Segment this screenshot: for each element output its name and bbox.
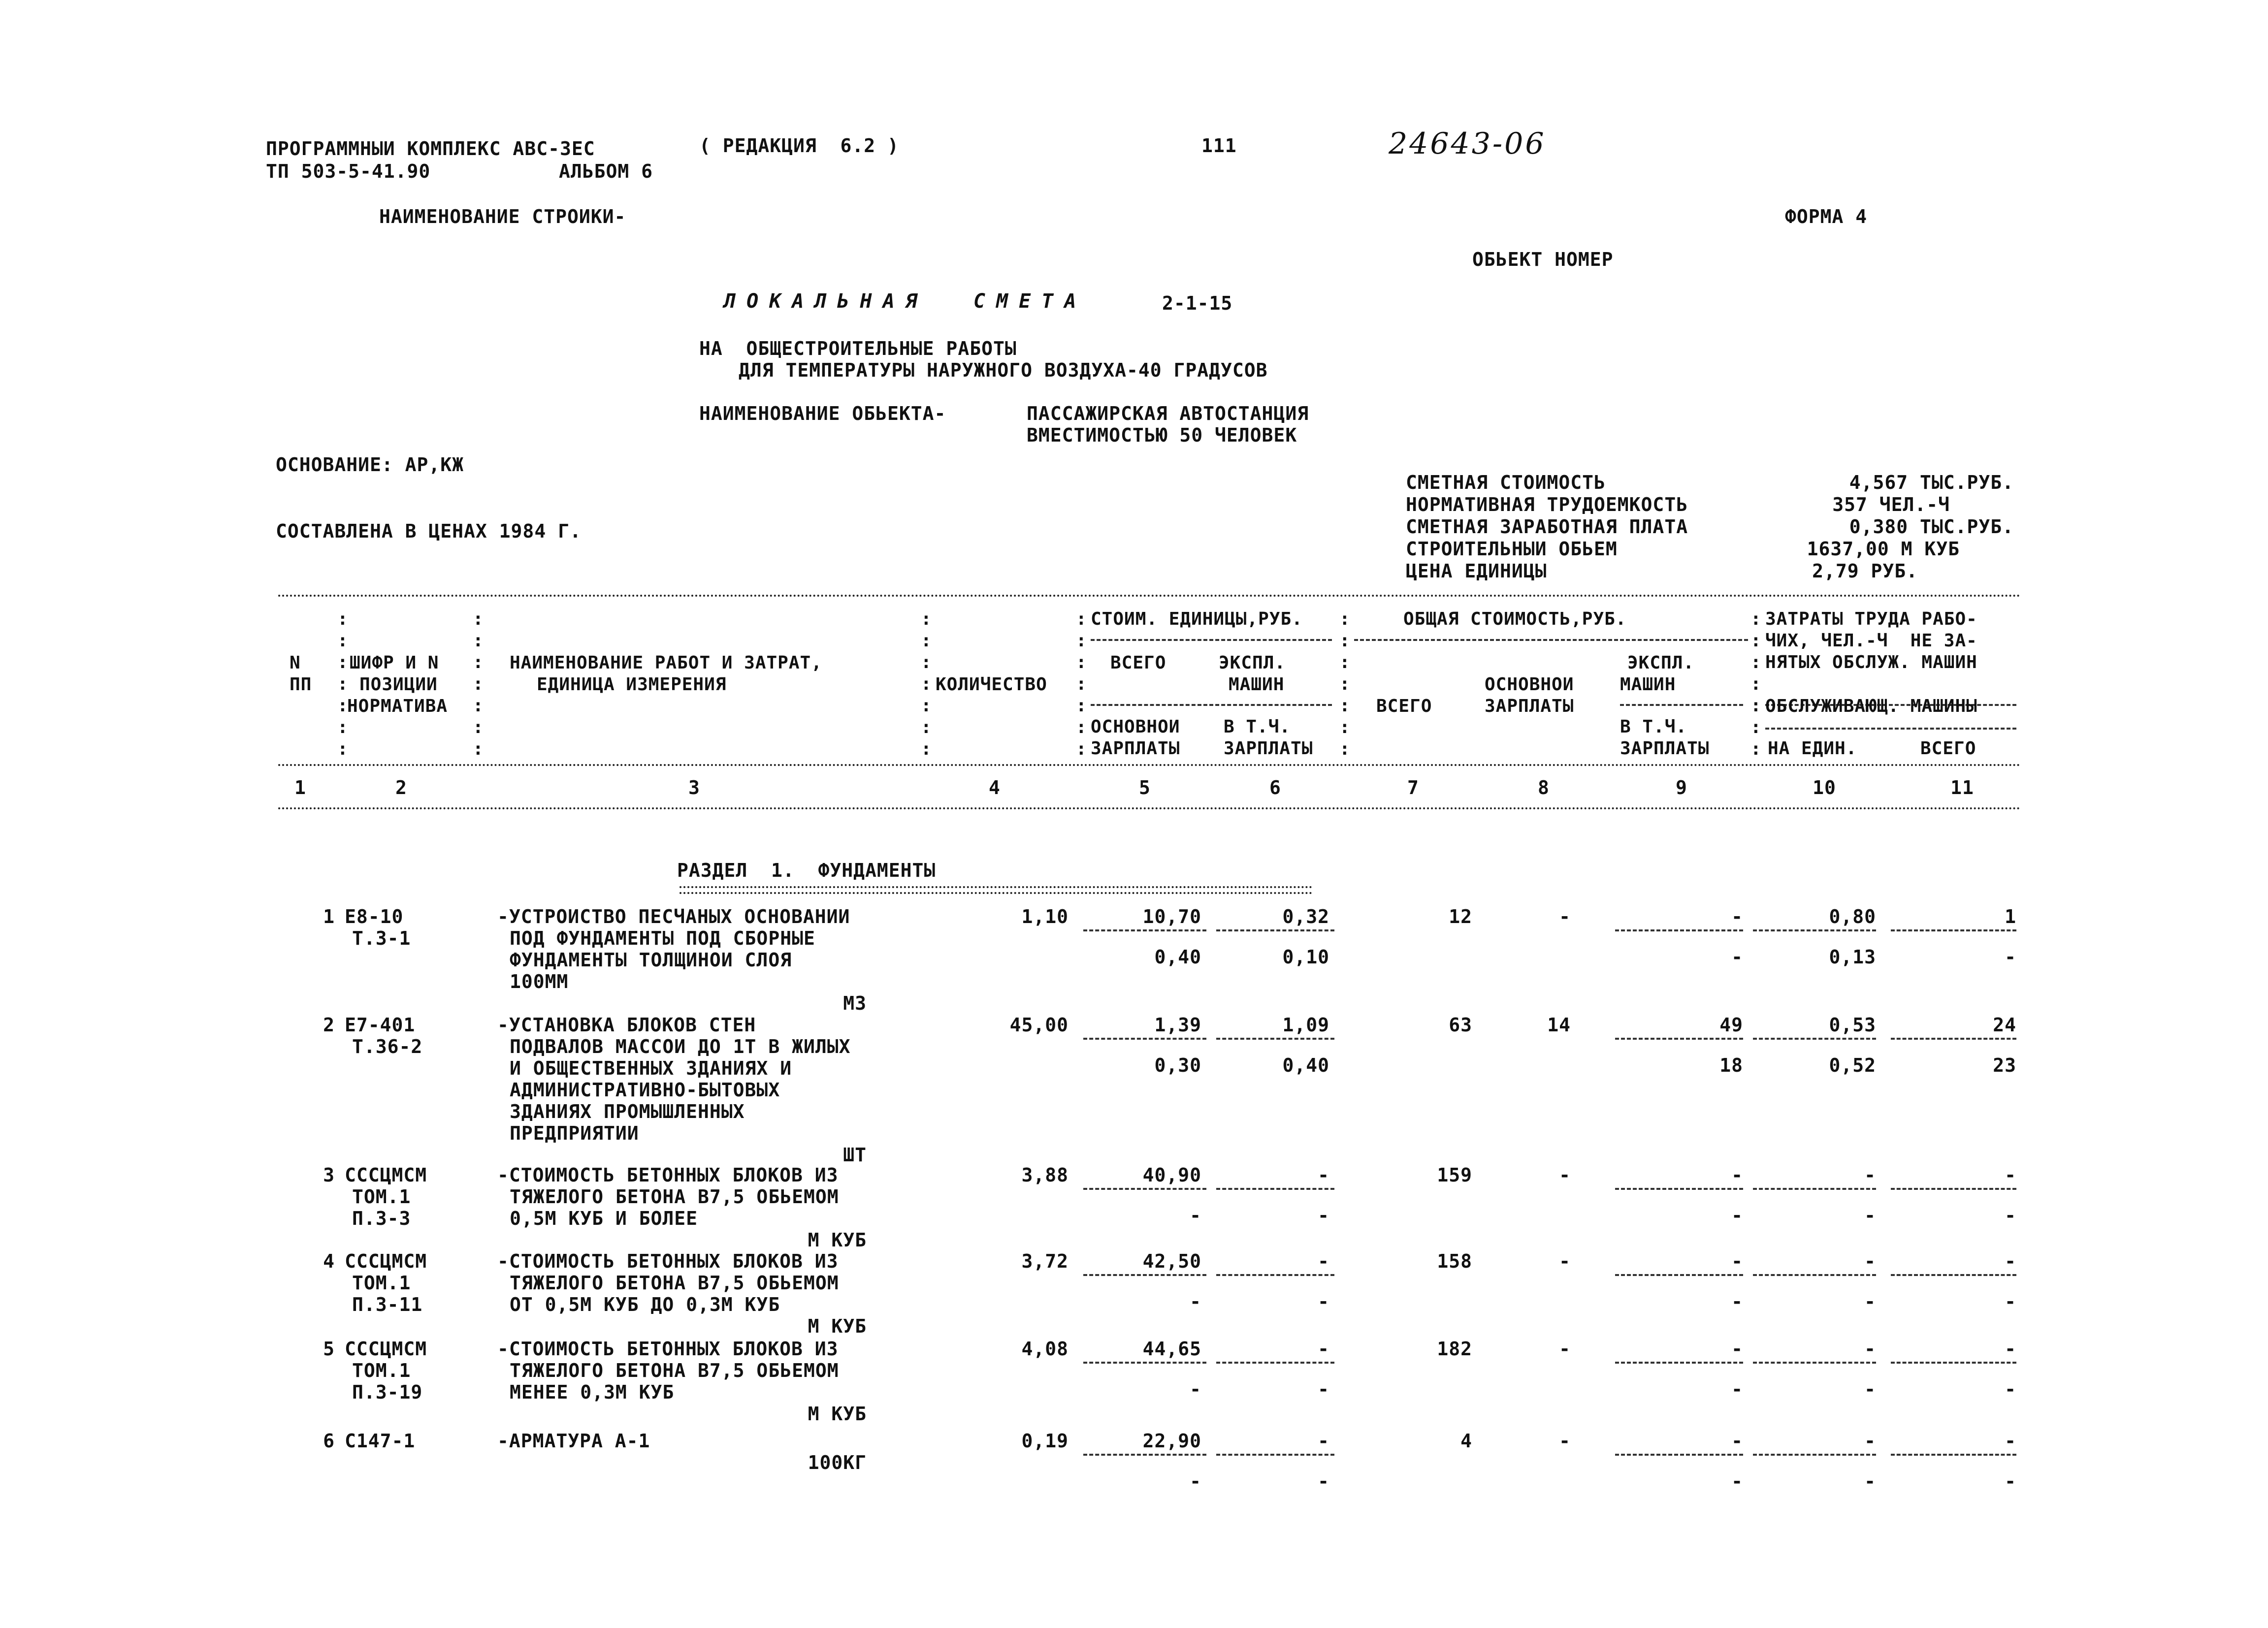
row-total: 159	[1437, 1164, 1472, 1186]
column-number: 6	[1269, 777, 1281, 798]
col-header-code: НОРМАТИВА	[347, 696, 448, 716]
row-mach-total: -	[1731, 1250, 1743, 1272]
col-header-unit-cost: СТОИМ. ЕДИНИЦЫ,РУБ.	[1091, 609, 1303, 629]
site-name-label: НАИМЕНОВАНИЕ СТРОИКИ-	[379, 206, 626, 227]
row-labor-per-unit-2: -	[1864, 1470, 1876, 1492]
row-divider	[1753, 1038, 1876, 1040]
column-number: 2	[395, 777, 407, 798]
row-unit-basic-pay: -	[1190, 1470, 1201, 1492]
row-unit-basic-pay: -	[1190, 1291, 1201, 1312]
edition: ( РЕДАКЦИЯ 6.2 )	[699, 135, 899, 157]
row-divider	[1753, 1454, 1876, 1456]
row-divider	[1216, 1038, 1334, 1040]
col-header-unit-incl: ЗАРПЛАТЫ	[1224, 738, 1313, 759]
row-unit: 100КГ	[808, 1452, 867, 1473]
column-number: 3	[688, 777, 700, 798]
divider	[1091, 704, 1332, 706]
row-labor-all: 24	[1993, 1014, 2016, 1036]
row-number: 6	[323, 1430, 335, 1452]
row-labor-all: -	[2005, 1430, 2016, 1452]
summary-label: ЦЕНА ЕДИНИЦЫ	[1406, 560, 1547, 582]
row-unit-basic-pay: -	[1190, 1378, 1201, 1400]
summary-value: 357 ЧЕЛ.-Ч	[1832, 494, 1950, 515]
tp-number: ТП 503-5-41.90	[266, 160, 431, 182]
object-line-2: ВМЕСТИМОСТЬЮ 50 ЧЕЛОВЕК	[1027, 424, 1297, 446]
col-header-code: ШИФР И N	[350, 653, 439, 673]
column-number: 5	[1139, 777, 1151, 798]
column-number: 1	[294, 777, 306, 798]
row-code: СССЦМСМ	[345, 1250, 427, 1272]
row-number: 1	[323, 906, 335, 927]
section-underline	[680, 886, 1312, 888]
row-code: П.3-19	[352, 1381, 423, 1403]
row-unit-basic-pay: 0,40	[1154, 946, 1201, 968]
row-description: -СТОИМОСТЬ БЕТОННЫХ БЛОКОВ ИЗ	[497, 1338, 839, 1360]
column-separator: : : : : : : :	[1750, 609, 1761, 759]
row-code: СССЦМСМ	[345, 1164, 427, 1186]
page-number: 111	[1201, 135, 1237, 157]
row-divider	[1615, 1362, 1743, 1364]
row-divider	[1891, 1038, 2016, 1040]
row-incl-pay: 18	[1719, 1054, 1743, 1076]
row-basic-pay: -	[1559, 1430, 1571, 1452]
row-description: -УСТАНОВКА БЛОКОВ СТЕН	[497, 1014, 756, 1036]
row-divider	[1753, 1274, 1876, 1276]
row-description: АДМИНИСТРАТИВНО-БЫТОВЫХ	[510, 1079, 780, 1101]
col-header-total-cost: ОБЩАЯ СТОИМОСТЬ,РУБ.	[1403, 609, 1627, 629]
row-mach-total: -	[1731, 1338, 1743, 1360]
row-unit: М КУБ	[808, 1403, 867, 1425]
row-divider	[1216, 1274, 1334, 1276]
row-total: 4	[1460, 1430, 1472, 1452]
table-numbers-rule	[278, 807, 2021, 809]
col-header-unit-total: ВСЕГО	[1110, 653, 1166, 673]
row-incl-pay: -	[1731, 946, 1743, 968]
row-divider	[1216, 929, 1334, 931]
row-description: -УСТРОИСТВО ПЕСЧАНЫХ ОСНОВАНИИ	[497, 906, 850, 927]
row-divider	[1216, 1454, 1334, 1456]
basis: ОСНОВАНИЕ: АР,КЖ	[276, 454, 464, 476]
section-title: РАЗДЕЛ 1. ФУНДАМЕНТЫ	[677, 860, 936, 881]
col-header-incl: В Т.Ч.	[1620, 717, 1687, 737]
row-divider	[1753, 929, 1876, 931]
column-separator: : : : : : : :	[473, 609, 484, 759]
header-bottom-rule	[278, 764, 2021, 766]
row-divider	[1083, 1188, 1206, 1190]
section-underline	[680, 892, 1312, 894]
row-description: ПРЕДПРИЯТИИ	[510, 1122, 639, 1144]
row-unit-total: 44,65	[1142, 1338, 1201, 1360]
row-labor-all: -	[2005, 1164, 2016, 1186]
row-unit-total: 40,90	[1142, 1164, 1201, 1186]
row-code: ТОМ.1	[352, 1186, 411, 1208]
row-basic-pay: -	[1559, 906, 1571, 927]
row-code: Т.36-2	[352, 1036, 423, 1057]
row-labor-per-unit-2: 0,52	[1829, 1054, 1876, 1076]
row-labor-per-unit: -	[1864, 1430, 1876, 1452]
row-description: ТЯЖЕЛОГО БЕТОНА В7,5 ОБЬЕМОМ	[510, 1360, 839, 1381]
row-labor-per-unit-2: 0,13	[1829, 946, 1876, 968]
row-quantity: 0,19	[1021, 1430, 1069, 1452]
row-code: Е7-401	[345, 1014, 416, 1036]
row-unit: М3	[843, 992, 867, 1014]
row-code: Е8-10	[345, 906, 404, 927]
column-separator: : : : : : : :	[1339, 609, 1350, 759]
row-code: П.3-3	[352, 1208, 411, 1229]
row-divider	[1615, 1454, 1743, 1456]
row-code: СССЦМСМ	[345, 1338, 427, 1360]
summary-label: НОРМАТИВНАЯ ТРУДОЕМКОСТЬ	[1406, 494, 1688, 515]
row-total: 63	[1449, 1014, 1472, 1036]
column-number: 9	[1676, 777, 1687, 798]
row-description: ПОД ФУНДАМЕНТЫ ПОД СБОРНЫЕ	[510, 927, 815, 949]
row-unit-total: 42,50	[1142, 1250, 1201, 1272]
divider	[1091, 639, 1332, 641]
row-unit: М КУБ	[808, 1229, 867, 1251]
col-header-basic-pay: ОСНОВНОИ	[1485, 674, 1574, 695]
column-number: 11	[1950, 777, 1974, 798]
row-number: 4	[323, 1250, 335, 1272]
row-description: -СТОИМОСТЬ БЕТОННЫХ БЛОКОВ ИЗ	[497, 1164, 839, 1186]
row-divider	[1891, 1362, 2016, 1364]
row-divider	[1083, 1038, 1206, 1040]
row-description: МЕНЕЕ 0,3М КУБ	[510, 1381, 675, 1403]
row-code: ТОМ.1	[352, 1272, 411, 1294]
row-description: -СТОИМОСТЬ БЕТОННЫХ БЛОКОВ ИЗ	[497, 1250, 839, 1272]
col-header-unit-basic-pay: ОСНОВНОИ	[1091, 717, 1180, 737]
row-divider	[1891, 1274, 2016, 1276]
col-header-labor: ЧИХ, ЧЕЛ.-Ч НЕ ЗА-	[1765, 631, 1977, 651]
row-labor-per-unit-2: -	[1864, 1205, 1876, 1226]
row-quantity: 4,08	[1021, 1338, 1069, 1360]
column-separator: : : : : : : :	[921, 609, 932, 759]
object-line-1: ПАССАЖИРСКАЯ АВТОСТАНЦИЯ	[1027, 403, 1309, 424]
divider	[1620, 704, 1743, 706]
row-description: ПОДВАЛОВ МАССОИ ДО 1Т В ЖИЛЫХ	[510, 1036, 851, 1057]
col-header-labor: НЯТЫХ ОБСЛУЖ. МАШИН	[1765, 652, 1977, 672]
row-labor-all: -	[2005, 1338, 2016, 1360]
program-name: ПРОГРАММНЫИ КОМПЛЕКС АВС-3ЕС	[266, 138, 595, 160]
summary-value: 2,79 РУБ.	[1812, 560, 1918, 582]
row-labor-all-2: -	[2005, 1378, 2016, 1400]
row-basic-pay: -	[1559, 1164, 1571, 1186]
summary-value: 4,567 ТЫС.РУБ.	[1849, 472, 2014, 493]
row-divider	[1891, 1454, 2016, 1456]
row-labor-all-2: -	[2005, 946, 2016, 968]
column-number: 4	[989, 777, 1001, 798]
document-title: ЛОКАЛЬНАЯ СМЕТА	[724, 290, 1087, 313]
row-unit-mach: -	[1318, 1430, 1329, 1452]
row-description: 100ММ	[510, 971, 569, 992]
row-labor-all-2: -	[2005, 1470, 2016, 1492]
row-quantity: 1,10	[1021, 906, 1069, 927]
column-number: 10	[1813, 777, 1836, 798]
row-code: Т.3-1	[352, 927, 411, 949]
row-description: 0,5М КУБ И БОЛЕЕ	[510, 1208, 698, 1229]
row-description: ТЯЖЕЛОГО БЕТОНА В7,5 ОБЬЕМОМ	[510, 1186, 839, 1208]
row-labor-all-2: -	[2005, 1205, 2016, 1226]
row-unit-incl-pay: -	[1318, 1470, 1329, 1492]
row-description: ЗДАНИЯХ ПРОМЫШЛЕННЫХ	[510, 1101, 745, 1122]
row-description: ФУНДАМЕНТЫ ТОЛЩИНОИ СЛОЯ	[510, 949, 792, 971]
row-number: 3	[323, 1164, 335, 1186]
row-unit: М КУБ	[808, 1315, 867, 1337]
row-code: ТОМ.1	[352, 1360, 411, 1381]
row-incl-pay: -	[1731, 1378, 1743, 1400]
col-header-mach: ЭКСПЛ.	[1627, 653, 1695, 673]
row-quantity: 45,00	[1009, 1014, 1069, 1036]
row-incl-pay: -	[1731, 1470, 1743, 1492]
row-divider	[1891, 929, 2016, 931]
row-labor-per-unit: 0,80	[1829, 906, 1876, 927]
divider	[1354, 639, 1748, 641]
row-divider	[1216, 1188, 1334, 1190]
row-divider	[1083, 1454, 1206, 1456]
row-divider	[1753, 1362, 1876, 1364]
row-unit: ШТ	[843, 1144, 867, 1166]
album: АЛЬБОМ 6	[559, 160, 653, 182]
row-number: 5	[323, 1338, 335, 1360]
row-divider	[1615, 1188, 1743, 1190]
col-header-unit-mach: МАШИН	[1229, 674, 1285, 695]
col-header-mach: МАШИН	[1620, 674, 1676, 695]
col-header-per-unit: НА ЕДИН.	[1768, 738, 1857, 759]
object-label: НАИМЕНОВАНИЕ ОБЬЕКТА-	[699, 403, 946, 424]
row-divider	[1216, 1362, 1334, 1364]
col-header-total: ВСЕГО	[1376, 696, 1432, 716]
row-divider	[1615, 1274, 1743, 1276]
col-header-no: N	[290, 653, 301, 673]
row-unit-mach: 1,09	[1282, 1014, 1329, 1036]
row-labor-all-2: -	[2005, 1291, 2016, 1312]
row-unit-mach: -	[1318, 1338, 1329, 1360]
row-incl-pay: -	[1731, 1205, 1743, 1226]
row-unit-incl-pay: 0,10	[1282, 946, 1329, 968]
row-divider	[1615, 929, 1743, 931]
col-header-all: ВСЕГО	[1920, 738, 1976, 759]
row-code: П.3-11	[352, 1294, 423, 1315]
col-header-incl: ЗАРПЛАТЫ	[1620, 738, 1710, 759]
col-header-labor: ЗАТРАТЫ ТРУДА РАБО-	[1765, 609, 1977, 629]
row-mach-total: -	[1731, 1430, 1743, 1452]
row-labor-per-unit: -	[1864, 1250, 1876, 1272]
row-description: -АРМАТУРА А-1	[497, 1430, 650, 1452]
col-header-basic-pay: ЗАРПЛАТЫ	[1485, 696, 1574, 716]
col-header-unit-mach: ЭКСПЛ.	[1219, 653, 1286, 673]
table-top-rule	[278, 595, 2021, 597]
row-total: 158	[1437, 1250, 1472, 1272]
handwritten-number: 24643-06	[1389, 127, 1546, 161]
row-total: 182	[1437, 1338, 1472, 1360]
row-divider	[1615, 1038, 1743, 1040]
row-mach-total: 49	[1719, 1014, 1743, 1036]
col-header-name: ЕДИНИЦА ИЗМЕРЕНИЯ	[537, 674, 727, 695]
row-divider	[1083, 1274, 1206, 1276]
row-labor-per-unit: 0,53	[1829, 1014, 1876, 1036]
column-separator: : : : : : : :	[1076, 609, 1087, 759]
row-unit-incl-pay: -	[1318, 1291, 1329, 1312]
row-description: ОТ 0,5М КУБ ДО 0,3М КУБ	[510, 1294, 780, 1315]
col-header-unit-basic-pay: ЗАРПЛАТЫ	[1091, 738, 1180, 759]
summary-label: СМЕТНАЯ СТОИМОСТЬ	[1406, 472, 1606, 493]
row-quantity: 3,72	[1021, 1250, 1069, 1272]
row-unit-mach: -	[1318, 1164, 1329, 1186]
col-header-code: ПОЗИЦИИ	[359, 674, 438, 695]
column-number: 7	[1407, 777, 1419, 798]
row-labor-all-2: 23	[1993, 1054, 2016, 1076]
summary-value: 1637,00 М КУБ	[1807, 538, 1960, 560]
col-header-name: НАИМЕНОВАНИЕ РАБОТ И ЗАТРАТ,	[510, 653, 822, 673]
row-unit-incl-pay: -	[1318, 1205, 1329, 1226]
row-unit-total: 1,39	[1154, 1014, 1201, 1036]
document-title-number: 2-1-15	[1162, 292, 1233, 314]
row-quantity: 3,88	[1021, 1164, 1069, 1186]
row-number: 2	[323, 1014, 335, 1036]
row-labor-per-unit-2: -	[1864, 1378, 1876, 1400]
row-divider	[1083, 929, 1206, 931]
row-mach-total: -	[1731, 906, 1743, 927]
form-label: ФОРМА 4	[1785, 206, 1868, 227]
row-basic-pay: -	[1559, 1338, 1571, 1360]
row-labor-all: 1	[2005, 906, 2016, 927]
row-basic-pay: 14	[1547, 1014, 1571, 1036]
row-description: И ОБЩЕСТВЕННЫХ ЗДАНИЯХ И	[510, 1057, 792, 1079]
summary-label: СТРОИТЕЛЬНЫИ ОБЬЕМ	[1406, 538, 1618, 560]
row-incl-pay: -	[1731, 1291, 1743, 1312]
row-code: С147-1	[345, 1430, 416, 1452]
works-line-1: НА ОБЩЕСТРОИТЕЛЬНЫЕ РАБОТЫ	[699, 338, 1017, 359]
row-divider	[1753, 1188, 1876, 1190]
col-header-quantity: КОЛИЧЕСТВО	[936, 674, 1047, 695]
row-unit-total: 10,70	[1142, 906, 1201, 927]
prices-year: СОСТАВЛЕНА В ЦЕНАХ 1984 Г.	[276, 520, 582, 542]
row-unit-incl-pay: -	[1318, 1378, 1329, 1400]
row-labor-per-unit: -	[1864, 1338, 1876, 1360]
row-unit-total: 22,90	[1142, 1430, 1201, 1452]
col-header-unit-incl: В Т.Ч.	[1224, 717, 1291, 737]
col-header-no: ПП	[290, 674, 312, 695]
row-labor-per-unit: -	[1864, 1164, 1876, 1186]
summary-value: 0,380 ТЫС.РУБ.	[1849, 516, 2014, 538]
works-line-2: ДЛЯ ТЕМПЕРАТУРЫ НАРУЖНОГО ВОЗДУХА-40 ГРАДУСОВ	[739, 359, 1268, 381]
row-mach-total: -	[1731, 1164, 1743, 1186]
row-labor-all: -	[2005, 1250, 2016, 1272]
row-divider	[1891, 1188, 2016, 1190]
row-unit-basic-pay: 0,30	[1154, 1054, 1201, 1076]
column-number: 8	[1538, 777, 1550, 798]
col-header-labor: ОБСЛУЖИВАЮЩ. МАШИНЫ	[1765, 696, 1977, 716]
row-basic-pay: -	[1559, 1250, 1571, 1272]
row-divider	[1083, 1362, 1206, 1364]
row-labor-per-unit-2: -	[1864, 1291, 1876, 1312]
object-number-label: ОБЬЕКТ НОМЕР	[1472, 249, 1614, 270]
row-description: ТЯЖЕЛОГО БЕТОНА В7,5 ОБЬЕМОМ	[510, 1272, 839, 1294]
row-unit-mach: -	[1318, 1250, 1329, 1272]
row-total: 12	[1449, 906, 1472, 927]
row-unit-mach: 0,32	[1282, 906, 1329, 927]
summary-label: СМЕТНАЯ ЗАРАБОТНАЯ ПЛАТА	[1406, 516, 1688, 538]
row-unit-incl-pay: 0,40	[1282, 1054, 1329, 1076]
row-unit-basic-pay: -	[1190, 1205, 1201, 1226]
divider	[1765, 728, 2016, 730]
column-separator: : : : : : : :	[337, 609, 348, 759]
